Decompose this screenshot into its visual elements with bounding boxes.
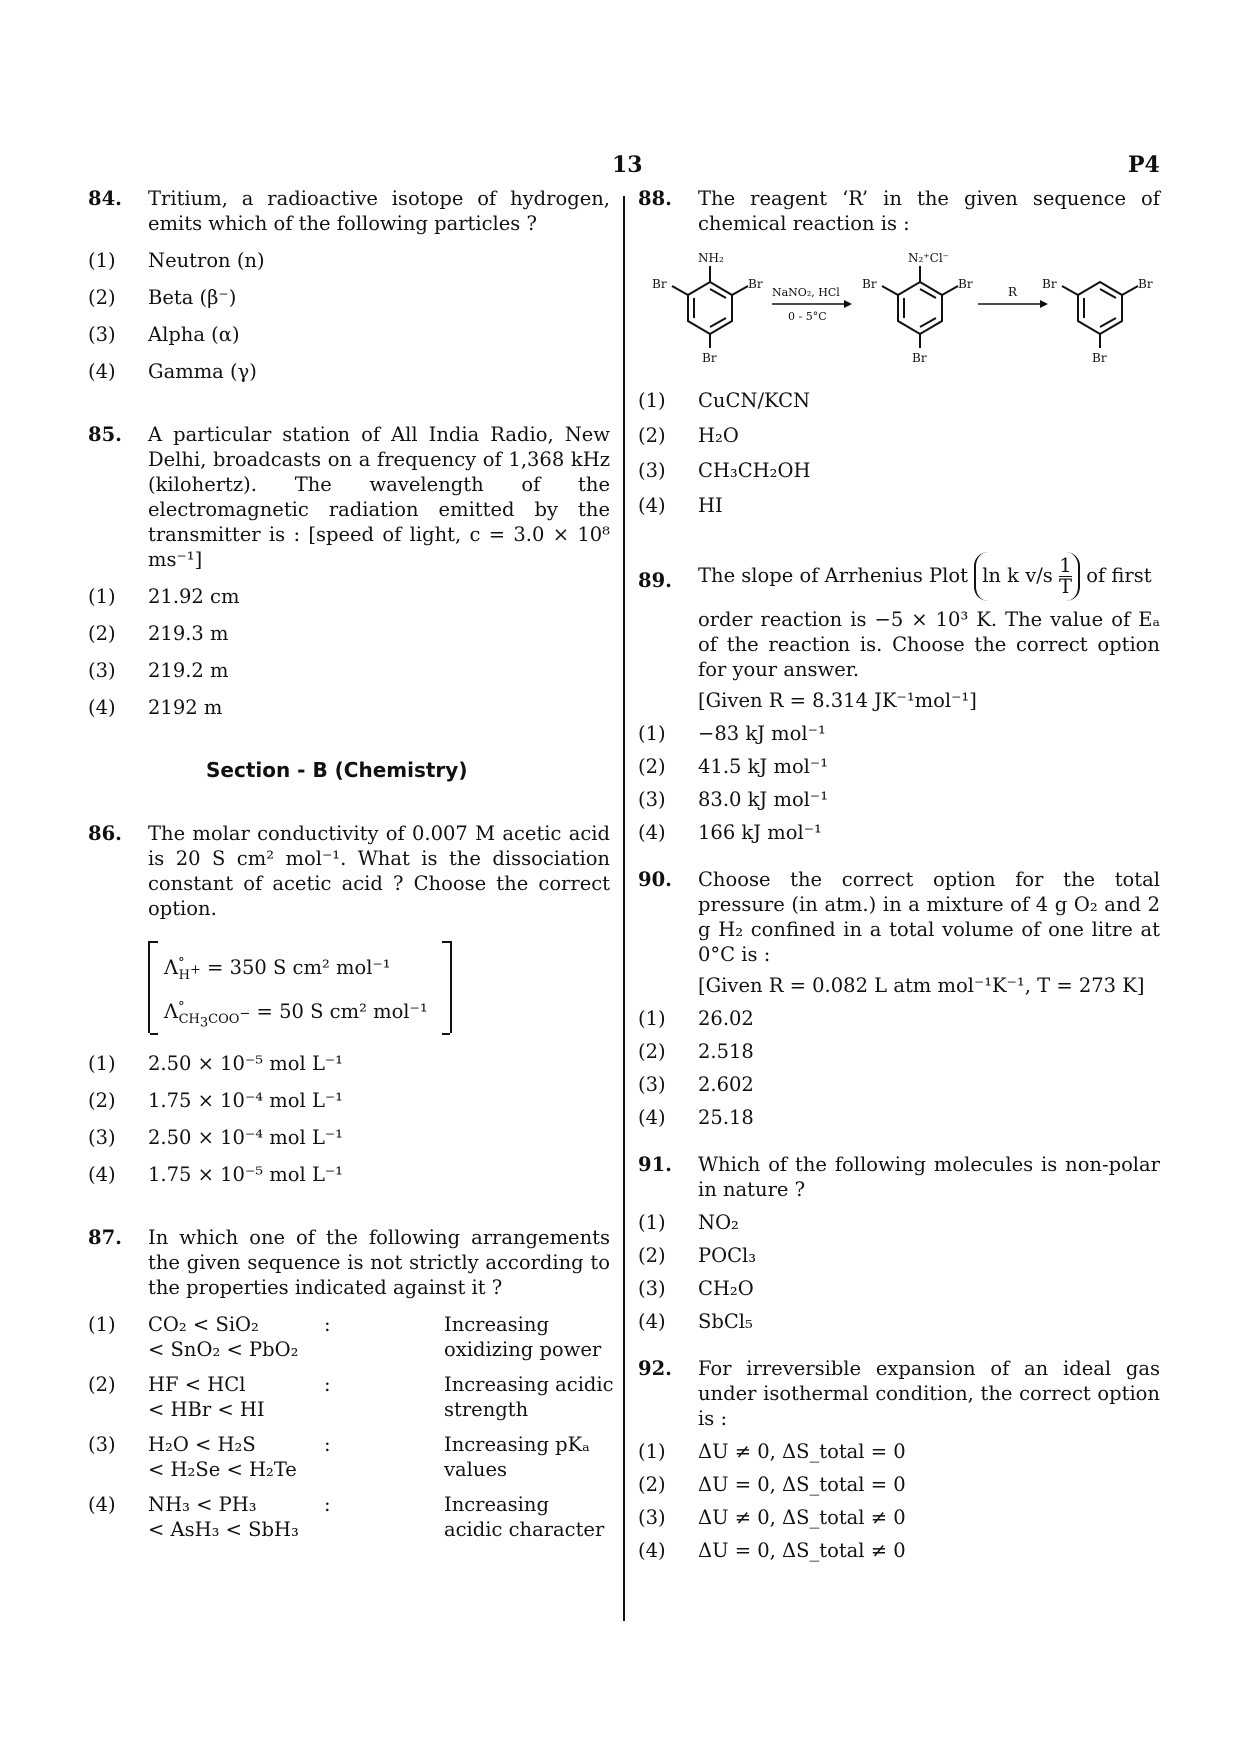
reagent-label: NaNO₂, HCl	[772, 286, 840, 299]
given-line-acetate: $\Lambda^\circ_{CH_3COO^-} = 50$ S cm² mol⁻¹	[164, 999, 428, 1031]
option-number: (4)	[638, 494, 666, 517]
bromo-label: Br	[652, 277, 667, 291]
option-row	[88, 1492, 610, 1542]
option-number: (3)	[88, 1126, 116, 1149]
option-number: (4)	[88, 1493, 116, 1516]
colon: :	[324, 1493, 331, 1516]
fraction	[1059, 556, 1072, 597]
sequence-line-2: < HBr < HI	[148, 1398, 265, 1421]
sequence-line-2: < AsH₃ < SbH₃	[148, 1518, 299, 1541]
option-text: −83 kJ mol⁻¹	[698, 722, 826, 745]
given-data: [Given R = 0.082 L atm mol⁻¹K⁻¹, T = 273 K]	[698, 974, 1145, 997]
option	[638, 1210, 1160, 1235]
option	[88, 322, 610, 347]
sequence	[148, 1432, 338, 1482]
option-number: (4)	[638, 1539, 666, 1562]
option	[88, 248, 610, 273]
option-row	[88, 1312, 610, 1362]
option	[638, 1472, 1160, 1497]
option-number: (2)	[88, 1089, 116, 1112]
option-text: 26.02	[698, 1007, 754, 1030]
option-number: (3)	[638, 1277, 666, 1300]
left-column	[88, 186, 614, 1542]
question-number: 86.	[88, 822, 122, 845]
option-text: 2.602	[698, 1073, 754, 1096]
option-text: 2.518	[698, 1040, 754, 1063]
sequence-line-1: NH₃ < PH₃	[148, 1493, 257, 1516]
option	[638, 1105, 1160, 1130]
option	[638, 787, 1160, 812]
option-number: (4)	[638, 1106, 666, 1129]
bromo-label: Br	[748, 277, 763, 291]
question-number: 84.	[88, 187, 122, 210]
arrhenius-expression	[974, 552, 1080, 601]
option-text: ΔU = 0, ΔS_total ≠ 0	[698, 1539, 906, 1562]
option-number: (1)	[88, 585, 116, 608]
condition-label: 0 - 5°C	[788, 310, 827, 323]
option-number: (1)	[638, 1007, 666, 1030]
question-text: In which one of the following arrangements the given sequence is not strictly according to the properties indicated against it ?	[148, 1226, 610, 1299]
given-data: [Given R = 8.314 JK⁻¹mol⁻¹]	[698, 689, 977, 712]
option-number: (4)	[88, 360, 116, 383]
sequence	[148, 1372, 338, 1422]
property-line-2: oxidizing power	[444, 1338, 602, 1361]
paper-code: P4	[1128, 152, 1160, 178]
reaction-arrow-head	[1040, 300, 1048, 308]
question-text: Tritium, a radioactive isotope of hydrogen, emits which of the following particles ?	[148, 187, 610, 235]
option	[638, 388, 1160, 413]
option-number: (4)	[638, 1310, 666, 1333]
fraction-denominator: T	[1059, 575, 1073, 598]
question-84	[88, 186, 610, 236]
option-number: (4)	[638, 821, 666, 844]
option-text: 2192 m	[148, 696, 223, 719]
question-text: A particular station of All India Radio, New Delhi, broadcasts on a frequency of 1,368 kHz (kilohertz). The wavelength of the electromagnetic radiation emitted by the transmitter is : [speed of light, c = 3.0 × 10⁸ ms⁻¹]	[148, 423, 610, 571]
option-number: (2)	[638, 1473, 666, 1496]
option	[638, 423, 1160, 448]
question-number: 89.	[638, 569, 672, 592]
reaction-arrow-head	[844, 300, 852, 308]
option-text: Gamma (γ)	[148, 360, 257, 383]
option-number: (2)	[88, 1373, 116, 1396]
option	[88, 584, 610, 609]
option-number: (3)	[638, 1506, 666, 1529]
question-number: 92.	[638, 1357, 672, 1380]
bromo-label: Br	[862, 277, 877, 291]
property-line-2: values	[444, 1458, 507, 1481]
bromo-label: Br	[1092, 351, 1107, 365]
option-number: (3)	[88, 323, 116, 346]
question-number: 87.	[88, 1226, 122, 1249]
property	[444, 1372, 614, 1422]
option-number: (1)	[638, 1440, 666, 1463]
amino-group-label: NH₂	[698, 251, 724, 265]
option-text: ΔU ≠ 0, ΔS_total = 0	[698, 1440, 906, 1463]
option	[638, 1309, 1160, 1334]
question-number: 88.	[638, 187, 672, 210]
option-number: (1)	[88, 249, 116, 272]
property-line-1: Increasing	[444, 1313, 549, 1336]
question-text-b: of first	[1086, 564, 1152, 587]
bromo-label: Br	[702, 351, 717, 365]
right-column	[638, 186, 1160, 1563]
question-number: 85.	[88, 423, 122, 446]
option-text: Alpha (α)	[148, 323, 240, 346]
sequence-line-1: HF < HCl	[148, 1373, 246, 1396]
option-number: (1)	[88, 1052, 116, 1075]
question-text: The molar conductivity of 0.007 M acetic acid is 20 S cm² mol⁻¹. What is the dissociation constant of acetic acid ? Choose the correct option.	[148, 822, 610, 920]
option	[638, 1072, 1160, 1097]
plot-label: ln k v/s	[982, 564, 1053, 587]
option	[88, 285, 610, 310]
colon: :	[324, 1433, 331, 1456]
question-88	[638, 186, 1160, 236]
option	[88, 1051, 610, 1076]
option-number: (3)	[638, 788, 666, 811]
option-text: 219.3 m	[148, 622, 229, 645]
option	[88, 1088, 610, 1113]
question-92	[638, 1356, 1160, 1431]
bromo-label: Br	[1042, 277, 1057, 291]
question-text-c: order reaction is −5 × 10³ K. The value of Eₐ of the reaction is. Choose the correct option for your answer.	[698, 608, 1160, 681]
question-86	[88, 821, 610, 921]
option	[88, 621, 610, 646]
sequence-line-1: H₂O < H₂S	[148, 1433, 256, 1456]
option-text: 83.0 kJ mol⁻¹	[698, 788, 829, 811]
option	[638, 1505, 1160, 1530]
option-row	[88, 1372, 614, 1422]
sequence	[148, 1492, 338, 1542]
option-text: H₂O	[698, 424, 739, 447]
option-text: 1.75 × 10⁻⁴ mol L⁻¹	[148, 1089, 343, 1112]
option-number: (2)	[638, 1040, 666, 1063]
option-text: ΔU = 0, ΔS_total = 0	[698, 1473, 906, 1496]
question-91	[638, 1152, 1160, 1202]
option-text: CuCN/KCN	[698, 389, 811, 412]
property-line-1: Increasing acidic	[444, 1373, 614, 1396]
property	[444, 1432, 614, 1482]
reaction-scheme	[638, 248, 1160, 378]
option-text: Neutron (n)	[148, 249, 265, 272]
bromo-label: Br	[1138, 277, 1153, 291]
option	[88, 658, 610, 683]
option-number: (3)	[638, 459, 666, 482]
given-data-bracket	[148, 941, 452, 1033]
option-text: 219.2 m	[148, 659, 229, 682]
given-value: = 350 S cm² mol⁻¹	[207, 956, 391, 979]
option-number: (3)	[88, 1433, 116, 1456]
option-text: 21.92 cm	[148, 585, 240, 608]
reagent-r-label: R	[1008, 285, 1018, 299]
option-text: SbCl₅	[698, 1310, 753, 1333]
question-89	[638, 552, 1160, 713]
option	[638, 1439, 1160, 1464]
column-divider	[623, 196, 625, 1621]
option	[638, 1006, 1160, 1031]
option-number: (2)	[88, 622, 116, 645]
option-number: (2)	[88, 286, 116, 309]
property	[444, 1312, 614, 1362]
property-line-1: Increasing pKₐ	[444, 1433, 590, 1456]
question-text	[698, 552, 1160, 601]
colon: :	[324, 1313, 331, 1336]
property-line-1: Increasing	[444, 1493, 549, 1516]
option	[638, 458, 1160, 483]
property	[444, 1492, 614, 1542]
option	[638, 1243, 1160, 1268]
question-number: 90.	[638, 868, 672, 891]
question-85	[88, 422, 610, 572]
option-number: (3)	[638, 1073, 666, 1096]
option-text: CH₃CH₂OH	[698, 459, 811, 482]
tribromobenzene-structure	[1062, 282, 1138, 348]
option-number: (1)	[88, 1313, 116, 1336]
option-text: 166 kJ mol⁻¹	[698, 821, 822, 844]
option	[638, 493, 1160, 518]
given-line-h: $\Lambda^\circ_{H^+} = 350$ S cm² mol⁻¹	[164, 955, 391, 983]
section-title: Section - B (Chemistry)	[206, 758, 468, 782]
bromo-label: Br	[958, 277, 973, 291]
option-text: 2.50 × 10⁻⁴ mol L⁻¹	[148, 1126, 343, 1149]
option	[88, 1162, 610, 1187]
sequence-line-2: < H₂Se < H₂Te	[148, 1458, 297, 1481]
option-number: (2)	[638, 755, 666, 778]
option-text: POCl₃	[698, 1244, 757, 1267]
option-text: ΔU ≠ 0, ΔS_total ≠ 0	[698, 1506, 906, 1529]
option-number: (2)	[638, 1244, 666, 1267]
option-number: (4)	[88, 696, 116, 719]
tribromoaniline-structure	[672, 266, 748, 348]
question-87	[88, 1225, 610, 1300]
diazonium-salt-structure	[882, 266, 958, 348]
option-text: 1.75 × 10⁻⁵ mol L⁻¹	[148, 1163, 343, 1186]
option-text: Beta (β⁻)	[148, 286, 237, 309]
page-number: 13	[612, 152, 643, 178]
option-number: (1)	[638, 1211, 666, 1234]
question-text: The reagent ‘R’ in the given sequence of chemical reaction is :	[698, 187, 1160, 235]
option	[88, 1125, 610, 1150]
option	[638, 1276, 1160, 1301]
option-text: HI	[698, 494, 723, 517]
question-text: For irreversible expansion of an ideal gas under isothermal condition, the correct option is :	[698, 1357, 1160, 1430]
property-line-2: strength	[444, 1398, 529, 1421]
option	[88, 695, 610, 720]
given-value: = 50 S cm² mol⁻¹	[256, 1000, 428, 1023]
option-number: (4)	[88, 1163, 116, 1186]
question-text: Choose the correct option for the total pressure (in atm.) in a mixture of 4 g O₂ and 2 g H₂ confined in a total volume of one litre at 0°C is :	[698, 868, 1160, 966]
option	[638, 754, 1160, 779]
diazonium-group-label: N₂⁺Cl⁻	[908, 251, 949, 265]
sequence	[148, 1312, 338, 1362]
option-row	[88, 1432, 610, 1482]
option-number: (3)	[88, 659, 116, 682]
question-text: Which of the following molecules is non-polar in nature ?	[698, 1153, 1160, 1201]
option	[638, 820, 1160, 845]
option-number: (1)	[638, 722, 666, 745]
option-text: 2.50 × 10⁻⁵ mol L⁻¹	[148, 1052, 343, 1075]
sequence-line-1: CO₂ < SiO₂	[148, 1313, 259, 1336]
property-line-2: acidic character	[444, 1518, 605, 1541]
question-number: 91.	[638, 1153, 672, 1176]
option-text: 41.5 kJ mol⁻¹	[698, 755, 829, 778]
option-text: 25.18	[698, 1106, 754, 1129]
option-text: NO₂	[698, 1211, 739, 1234]
option	[638, 721, 1160, 746]
question-text-a: The slope of Arrhenius Plot	[698, 564, 968, 587]
colon: :	[324, 1373, 331, 1396]
option	[638, 1538, 1160, 1563]
option-number: (1)	[638, 389, 666, 412]
sequence-line-2: < SnO₂ < PbO₂	[148, 1338, 299, 1361]
fraction-numerator: 1	[1059, 554, 1072, 577]
option	[88, 359, 610, 384]
option-number: (2)	[638, 424, 666, 447]
option-text: CH₂O	[698, 1277, 754, 1300]
option	[638, 1039, 1160, 1064]
bromo-label: Br	[912, 351, 927, 365]
question-90	[638, 867, 1160, 998]
